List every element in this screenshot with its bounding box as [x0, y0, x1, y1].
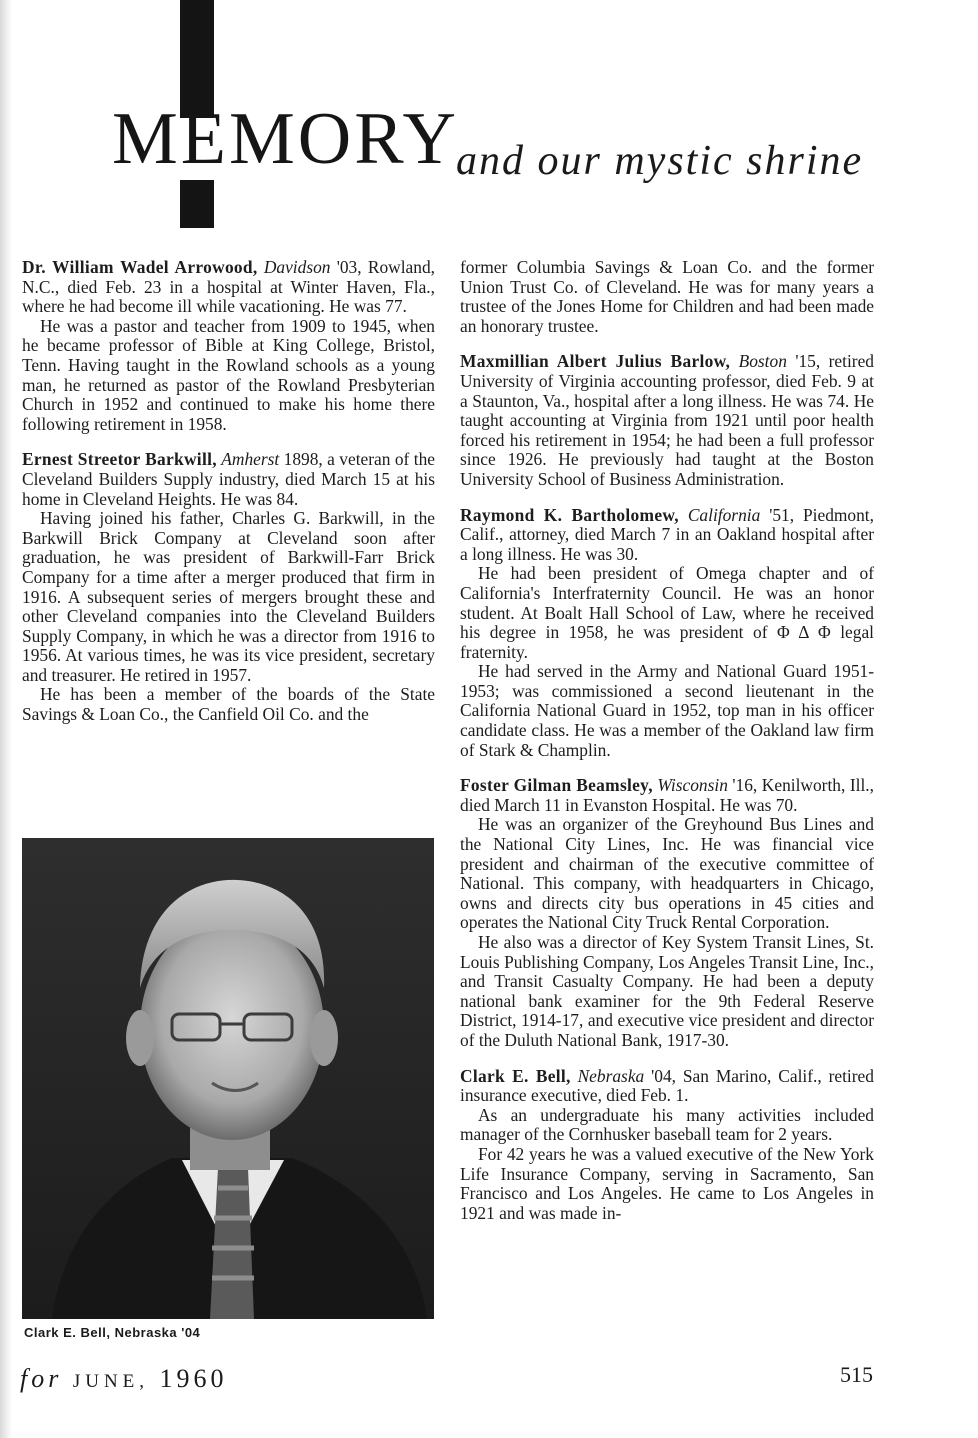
- obituary-lead-text: '16, Kenilworth, Ill., died March 11 in Evanston Hospital. He was 70.: [460, 775, 874, 815]
- obituary-paragraph: He also was a director of Key System Transit Lines, St. Louis Publishing Company, Los Angeles Transit Line, Inc., and Transit Casualty Company. He had been a deputy national bank examiner for the 9th Federal Reserve District, 1914-17, and executive vice president and director of the Duluth National Bank, 1917-30.: [460, 932, 874, 1050]
- obituary-lead-text: 1898, a veteran of the Cleveland Builders Supply industry, died March 15 at his home in Cleveland Heights. He was 84.: [22, 449, 435, 509]
- right-column: [460, 258, 874, 1239]
- obituary-paragraph: Having joined his father, Charles G. Barkwill, in the Barkwill Brick Company at Cleveland soon after graduation, he was president of Barkwill-Farr Brick Company for a time after a merger produced that firm in 1916. A subsequent series of mergers brought these and other Cleveland companies into the Cleveland Builders Supply Company, in which he was a director from 1916 to 1956. At various times, he was its vice president, secretary and treasurer. He retired in 1957.: [22, 508, 435, 685]
- obituary-school: Wisconsin: [657, 775, 728, 796]
- page-title: MEMORY: [112, 98, 459, 180]
- footer-year: 1960: [159, 1364, 228, 1393]
- obituary-entry: [460, 506, 874, 761]
- obituary-paragraph: For 42 years he was a valued executive of the New York Life Insurance Company, serving in Sacramento, San Francisco and Los Angeles. He came to Los Angeles in 1921 and was made in-: [460, 1143, 874, 1223]
- obituary-school: Nebraska: [577, 1065, 645, 1086]
- obituary-name: Clark E. Bell,: [460, 1065, 571, 1086]
- obituary-paragraph: He was a pastor and teacher from 1909 to 1945, when he became professor of Bible at King College, Bristol, Tenn. Having taught in the Rowland schools as a young man, he returned as pastor of the Rowland Presbyterian Church in 1952 and continued to make his home there following retirement in 1958.: [22, 315, 435, 434]
- obituary-lead-text: '04, San Marino, Calif., retired insurance executive, died Feb. 1.: [460, 1065, 874, 1106]
- obituary-entry: [460, 258, 874, 336]
- left-column: [22, 258, 435, 741]
- page-number: 515: [840, 1362, 873, 1387]
- obituary-lead-text: '51, Piedmont, Calif., attorney, died March 7 in an Oakland hospital after a long illness. He was 30.: [460, 504, 874, 564]
- obituary-lead-text: '15, retired University of Virginia accounting professor, died Feb. 9 at a Staunton, Va., hospital after a long illness. He was 74. He taught accounting at Virginia from 1921 until poor health forced his retirement in 1954; he had been a full professor since 1926. He previously had taught at the Boston University School of Business Administration.: [460, 351, 875, 489]
- obituary-paragraph: He had served in the Army and National Guard 1951-1953; was commissioned a second lieutenant in the California National Guard in 1952, top man in his officer candidate class. He was a member of the Oakland law firm of Stark & Champlin.: [460, 661, 874, 760]
- photo-caption: Clark E. Bell, Nebraska '04: [24, 1325, 201, 1340]
- footer-for: for: [20, 1364, 63, 1393]
- obituary-name: Foster Gilman Beamsley,: [460, 775, 653, 796]
- obituary-lead: [460, 776, 874, 815]
- binding-edge-shadow: [0, 0, 12, 1438]
- portrait-image: [22, 838, 434, 1319]
- obituary-entry: [22, 450, 435, 724]
- portrait-photo: [22, 838, 434, 1319]
- obituary-lead: [460, 258, 874, 336]
- obituary-paragraph: He has been a member of the boards of the State Savings & Loan Co., the Canfield Oil Co. and the: [22, 684, 435, 725]
- footer-month: JUNE,: [72, 1371, 150, 1392]
- obituary-entry: [460, 776, 874, 1050]
- obituary-name: Maxmillian Albert Julius Barlow,: [460, 351, 731, 372]
- obituary-paragraph: He had been president of Omega chapter and of California's Interfraternity Council. He was an honor student. At Boalt Hall School of Law, where he received his degree in 1958, he was president of Φ Δ Φ legal fraternity.: [460, 563, 874, 662]
- obituary-school: Boston: [738, 351, 787, 372]
- obituary-lead-text: '03, Rowland, N.C., died Feb. 23 in a hospital at Winter Haven, Fla., where he had become ill while vacationing. He was 77.: [22, 257, 435, 317]
- issue-footer: [20, 1364, 228, 1394]
- obituary-continued-text: former Columbia Savings & Loan Co. and the former Union Trust Co. of Cleveland. He was for many years a trustee of the Jones Home for Children and had been made an honorary trustee.: [460, 257, 874, 336]
- header-bar-bottom: [180, 180, 214, 228]
- obituary-school: California: [687, 504, 761, 525]
- obituary-name: Dr. William Wadel Arrowood,: [22, 257, 258, 277]
- obituary-paragraph: He was an organizer of the Greyhound Bus Lines and the National City Lines, Inc. He was financial vice president and chairman of the executive committee of National. This company, with headquarters in Chicago, owns and directs city bus operations in 45 cities and operates the National City Truck Rental Corporation.: [460, 814, 874, 933]
- obituary-entry: [460, 352, 874, 489]
- obituary-lead: [460, 506, 874, 565]
- obituary-entry: [460, 1067, 874, 1224]
- page-subtitle: and our mystic shrine: [456, 138, 864, 184]
- obituary-lead: [460, 1067, 874, 1106]
- obituary-lead: [460, 352, 874, 489]
- obituary-paragraph: As an undergraduate his many activities included manager of the Cornhusker baseball team for 2 years.: [460, 1104, 874, 1145]
- obituary-entry: [22, 258, 435, 434]
- obituary-school: Davidson: [263, 257, 331, 277]
- obituary-name: Raymond K. Bartholomew,: [460, 504, 679, 525]
- obituary-school: Amherst: [221, 449, 280, 470]
- obituary-lead: [22, 450, 435, 509]
- obituary-name: Ernest Streetor Barkwill,: [22, 449, 217, 470]
- obituary-lead: [22, 258, 435, 317]
